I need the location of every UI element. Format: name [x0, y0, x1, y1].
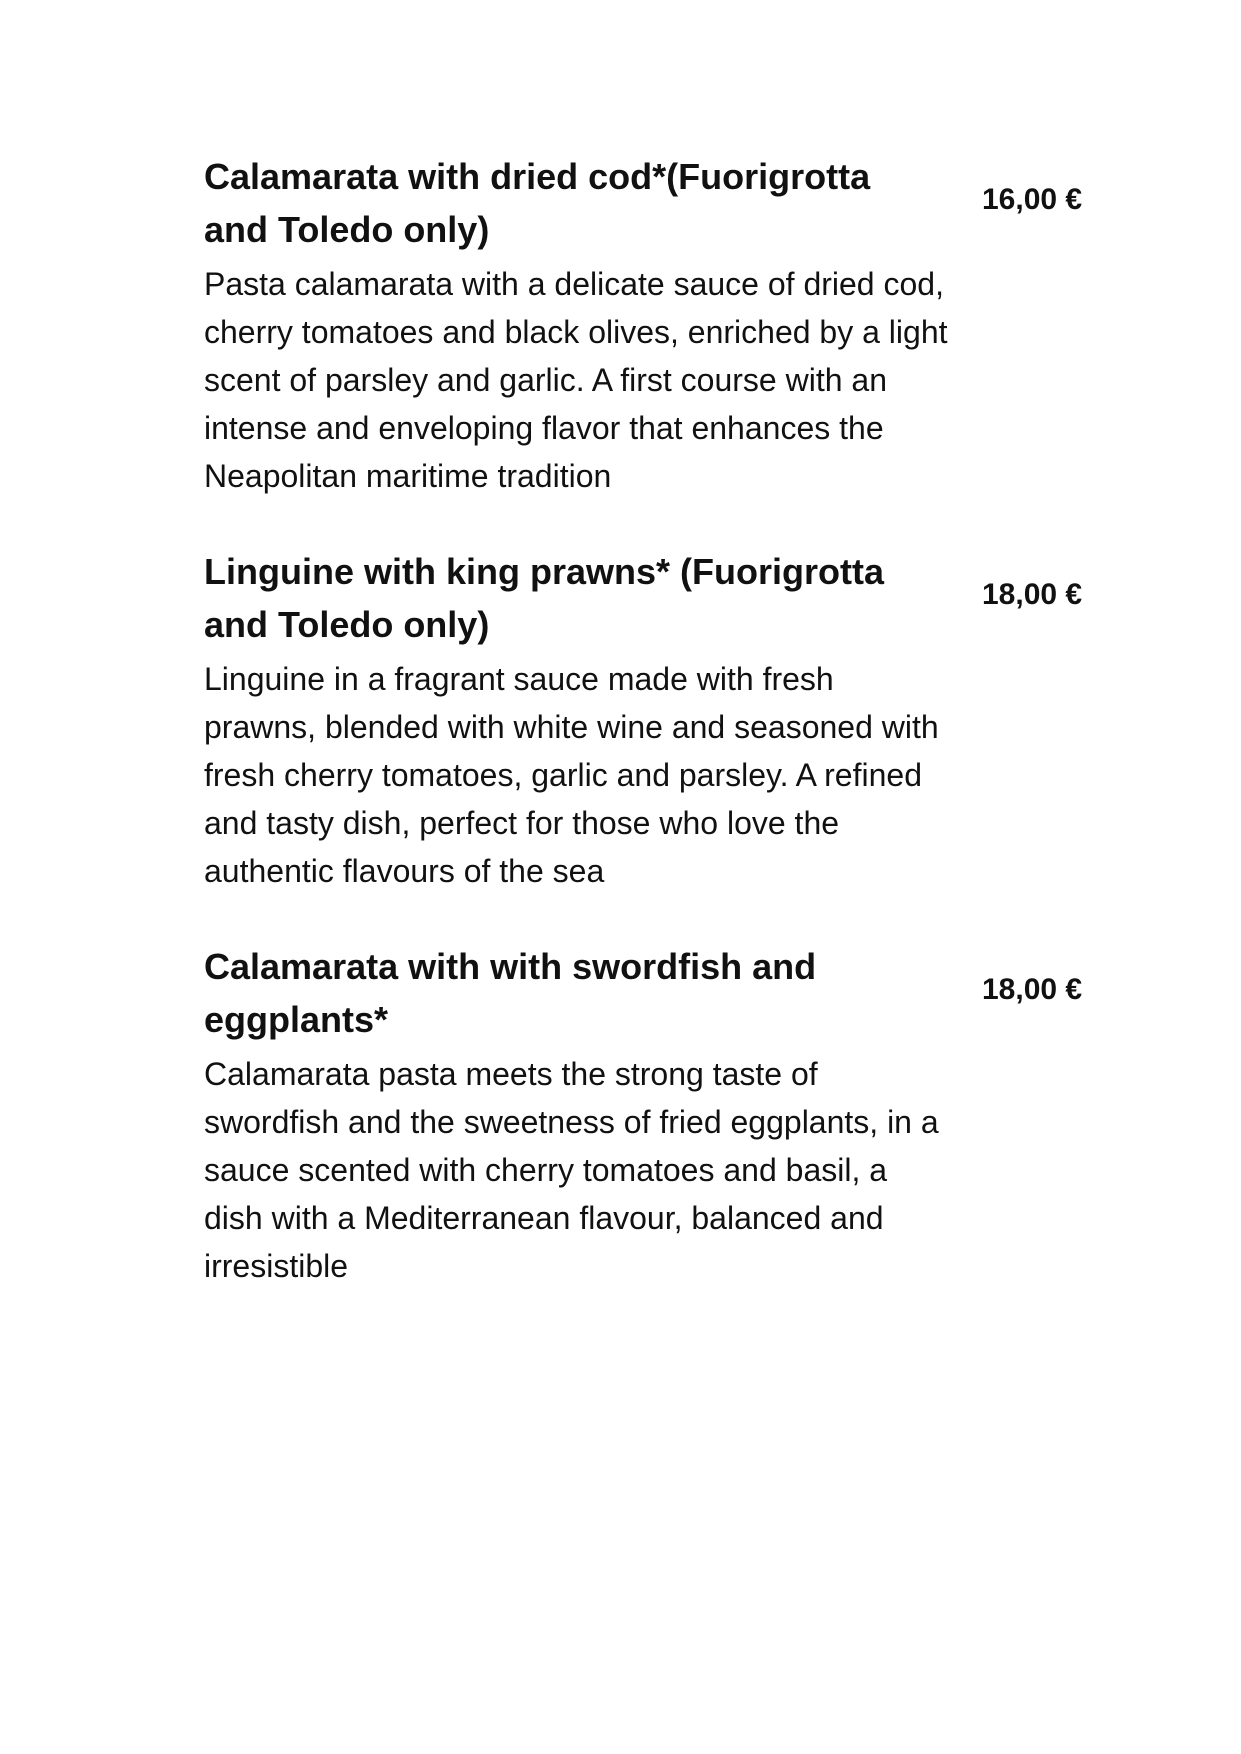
dish-name: Calamarata with dried cod*(Fuorigrotta and Toledo only) [204, 156, 871, 250]
dish-name: Linguine with king prawns* (Fuorigrotta and Toledo only) [204, 551, 884, 645]
dish-name: Calamarata with with swordfish and eggplants* [204, 946, 817, 1040]
dish-price: 18,00 € [982, 973, 1083, 1006]
menu-item [204, 150, 1104, 500]
dish-description: Linguine in a fragrant sauce made with fresh prawns, blended with white wine and seasoned with fresh cherry tomatoes, garlic and parsley. A refined and tasty dish, perfect for those who love the authentic flavours of the sea [204, 661, 939, 889]
dish-price: 18,00 € [982, 578, 1083, 611]
dish-price: 16,00 € [982, 183, 1083, 216]
menu-item [204, 940, 1104, 1290]
menu-item [204, 545, 1104, 895]
dish-description: Pasta calamarata with a delicate sauce of dried cod, cherry tomatoes and black olives, enriched by a light scent of parsley and garlic. A first course with an intense and enveloping flavor that enhances the Neapolitan maritime tradition [204, 266, 948, 494]
dish-description: Calamarata pasta meets the strong taste of swordfish and the sweetness of fried eggplants, in a sauce scented with cherry tomatoes and basil, a dish with a Mediterranean flavour, balanced and irresistible [204, 1056, 939, 1284]
